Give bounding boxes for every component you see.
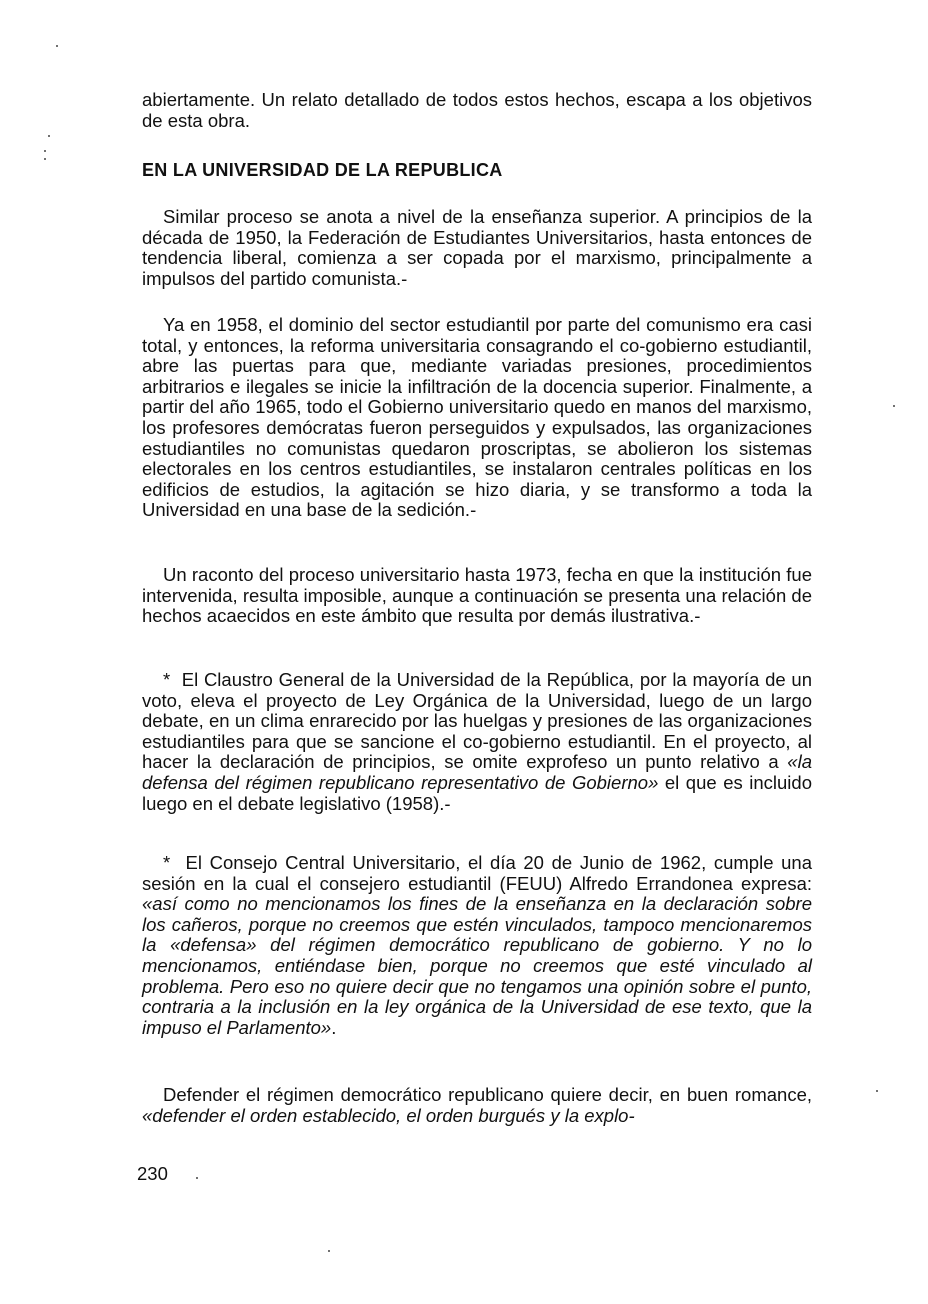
paragraph-2 bbox=[142, 315, 812, 521]
bullet-2-text-end: . bbox=[331, 1016, 337, 1038]
intro-paragraph bbox=[142, 90, 812, 131]
paragraph-2-text: Ya en 1958, el dominio del sector estudiantil por parte del comunismo era casi total, y entonces, la reforma universitaria consagrando el co-gobierno estudiantil, abre las puertas para que, mediante variadas presiones, procedimientos arbitrarios e ilegales se inicie la infiltración de la docencia superior. Finalmente, a partir del año 1965, todo el Gobierno universitario quedo en manos del marxismo, los profesores demócratas fueron perseguidos y expulsados, las organizaciones estudiantiles no comunistas quedaron proscriptas, se abolieron los sistemas electorales en los centros estudiantiles, se instalaron centrales políticas en los edificios de estudios, la agitación se hizo diaria, y se transformo a toda la Universidad en una base de la sedición.- bbox=[142, 314, 812, 521]
scan-speck bbox=[56, 45, 58, 47]
scan-speck bbox=[196, 1177, 198, 1179]
scan-speck bbox=[44, 158, 46, 160]
bullet-2-quote: «así como no mencionamos los fines de la enseñanza en la declaración sobre los cañeros, porque no creemos que estén vinculados, tampoco mencionaremos la «defensa» del régimen democrático republicano de gobierno. Y no lo mencionamos, entiéndase bien, porque no creemos que esté vinculado al problema. Pero eso no quiere decir que no tengamos una opinión sobre el punto, contraria a la inclusión en la ley orgánica de la Universidad de ese texto, que la impuso el Parlamento» bbox=[142, 893, 812, 1038]
paragraph-1-text: Similar proceso se anota a nivel de la enseñanza superior. A principios de la década de 1950, la Federación de Estudiantes Universitarios, hasta entonces de tendencia liberal, comienza a ser copada por el marxismo, principalmente a impulsos del partido comunista.- bbox=[142, 206, 812, 289]
bullet-1-text-end: el que es incluido luego en el debate legislativo (1958).- bbox=[142, 771, 812, 814]
bullet-item-2 bbox=[142, 853, 812, 1038]
final-paragraph bbox=[142, 1085, 812, 1126]
bullet-2-text: El Consejo Central Universitario, el día 20 de Junio de 1962, cumple una sesión en la cual el consejero estudiantil (FEUU) Alfredo Errandonea expresa: bbox=[142, 852, 813, 894]
bullet-marker: * bbox=[163, 669, 171, 690]
bullet-1-quote: «la defensa del régimen republicano representativo de Gobierno» bbox=[142, 751, 812, 793]
bullet-marker: * bbox=[163, 852, 171, 873]
bullet-item-1 bbox=[142, 670, 812, 814]
bullet-1-text: El Claustro General de la Universidad de la República, por la mayoría de un voto, eleva el proyecto de Ley Orgánica de la Universidad, luego de un largo debate, en un clima enrarecido por las huelgas y presiones de las organizaciones estudiantiles para que se sancione el co-gobierno estudiantil. En el proyecto, al hacer la declaración de principios, se omite exprofeso un punto relativo a bbox=[142, 669, 812, 773]
section-heading: EN LA UNIVERSIDAD DE LA REPUBLICA bbox=[142, 160, 503, 180]
intro-paragraph-text: abiertamente. Un relato detallado de todos estos hechos, escapa a los objetivos de esta obra. bbox=[142, 89, 812, 131]
scan-speck bbox=[44, 150, 46, 152]
paragraph-3 bbox=[142, 565, 812, 627]
scan-speck bbox=[876, 1090, 878, 1092]
page-number: 230 bbox=[137, 1163, 168, 1184]
paragraph-1 bbox=[142, 207, 812, 289]
final-paragraph-quote: «defender el orden establecido, el orden burgués y la explo- bbox=[142, 1104, 635, 1126]
scan-speck bbox=[48, 135, 50, 137]
paragraph-3-text: Un raconto del proceso universitario hasta 1973, fecha en que la institución fue intervenida, resulta imposible, aunque a continuación se presenta una relación de hechos acaecidos en este ámbito que resulta por demás ilustrativa.- bbox=[142, 564, 812, 627]
scan-speck bbox=[328, 1250, 330, 1252]
final-paragraph-text: Defender el régimen democrático republicano quiere decir, en buen romance, bbox=[163, 1084, 812, 1105]
scan-speck bbox=[893, 405, 895, 407]
